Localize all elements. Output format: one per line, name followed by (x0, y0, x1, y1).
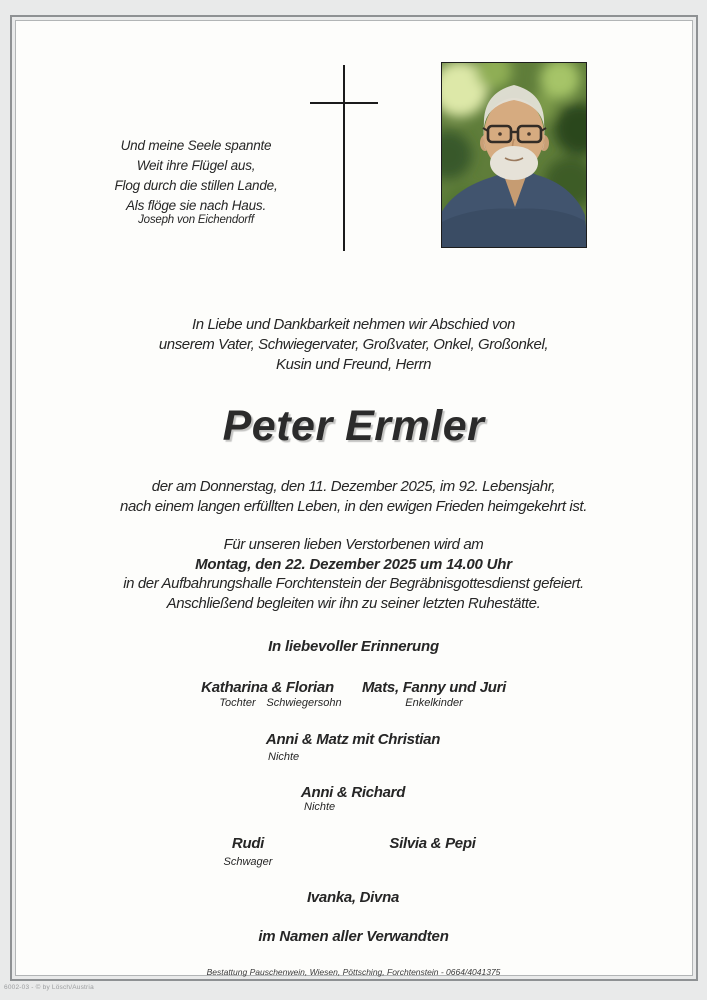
service-date-line: Montag, den 22. Dezember 2025 um 14.00 Uhr (195, 555, 512, 573)
mourner-name-anni-richard: Anni & Richard (300, 784, 406, 801)
poem-author: Joseph von Eichendorff (138, 214, 254, 226)
intro-line: unserem Vater, Schwiegervater, Großvater, Onkel, Großonkel, (158, 336, 549, 353)
poem-block (61, 136, 331, 227)
passing-paragraph (0, 477, 707, 517)
passing-line: nach einem langen erfüllten Leben, in den ewigen Frieden heimgekehrt ist. (120, 498, 587, 515)
closing-line: im Namen aller Verwandten (258, 928, 449, 945)
poem-line: Weit ihre Flügel aus, (136, 158, 256, 173)
poem-line: Als flöge sie nach Haus. (125, 198, 267, 213)
portrait-photo (441, 62, 587, 248)
service-line: in der Aufbahrungshalle Forchtenstein der Begräbnisgottesdienst gefeiert. (123, 575, 584, 592)
mourner-relation-nichte: Nichte (304, 801, 336, 813)
mourner-name-rudi: Rudi (231, 835, 265, 852)
mourner-name-mats-fanny-juri: Mats, Fanny und Juri (361, 679, 506, 696)
remembrance-title: In liebevoller Erinnerung (268, 638, 439, 655)
mourner-relation-nichte: Nichte (268, 751, 300, 763)
mourner-relation-tochter: Tochter (219, 697, 256, 709)
mourner-name-katharina-florian: Katharina & Florian (201, 679, 334, 696)
service-paragraph (0, 535, 707, 613)
mourner-relation-schwager: Schwager (223, 856, 273, 868)
mourner-relation-schwiegersohn: Schwiegersohn (266, 697, 342, 709)
mourner-name-silvia-pepi: Silvia & Pepi (389, 835, 476, 852)
mourner-relation-enkelkinder: Enkelkinder (405, 697, 463, 709)
intro-line: In Liebe und Dankbarkeit nehmen wir Abschied von (192, 316, 515, 333)
cross-horizontal-bar (310, 102, 378, 104)
cross-vertical-bar (343, 65, 345, 251)
passing-line: der am Donnerstag, den 11. Dezember 2025, im 92. Lebensjahr, (151, 478, 556, 495)
intro-paragraph (0, 315, 707, 375)
service-line: Anschließend begleiten wir ihn zu seiner letzten Ruhestätte. (166, 594, 541, 612)
deceased-name: Peter Ermler (222, 402, 485, 450)
mourner-name-ivanka-divna: Ivanka, Divna (307, 889, 399, 906)
service-line: Für unseren lieben Verstorbenen wird am (223, 536, 484, 553)
portrait-illustration (442, 63, 586, 247)
poem-line: Flog durch die stillen Lande, (114, 178, 278, 193)
print-code: 6002-03 - © by Lösch/Austria (4, 984, 94, 991)
poem-line: Und meine Seele spannte (120, 138, 272, 153)
funeral-home-footer: Bestattung Pauschenwein, Wiesen, Pöttsching, Forchtenstein - 0664/4041375 (206, 967, 501, 977)
intro-line: Kusin und Freund, Herrn (275, 356, 432, 373)
mourner-name-anni-matz-christian: Anni & Matz mit Christian (265, 731, 441, 748)
